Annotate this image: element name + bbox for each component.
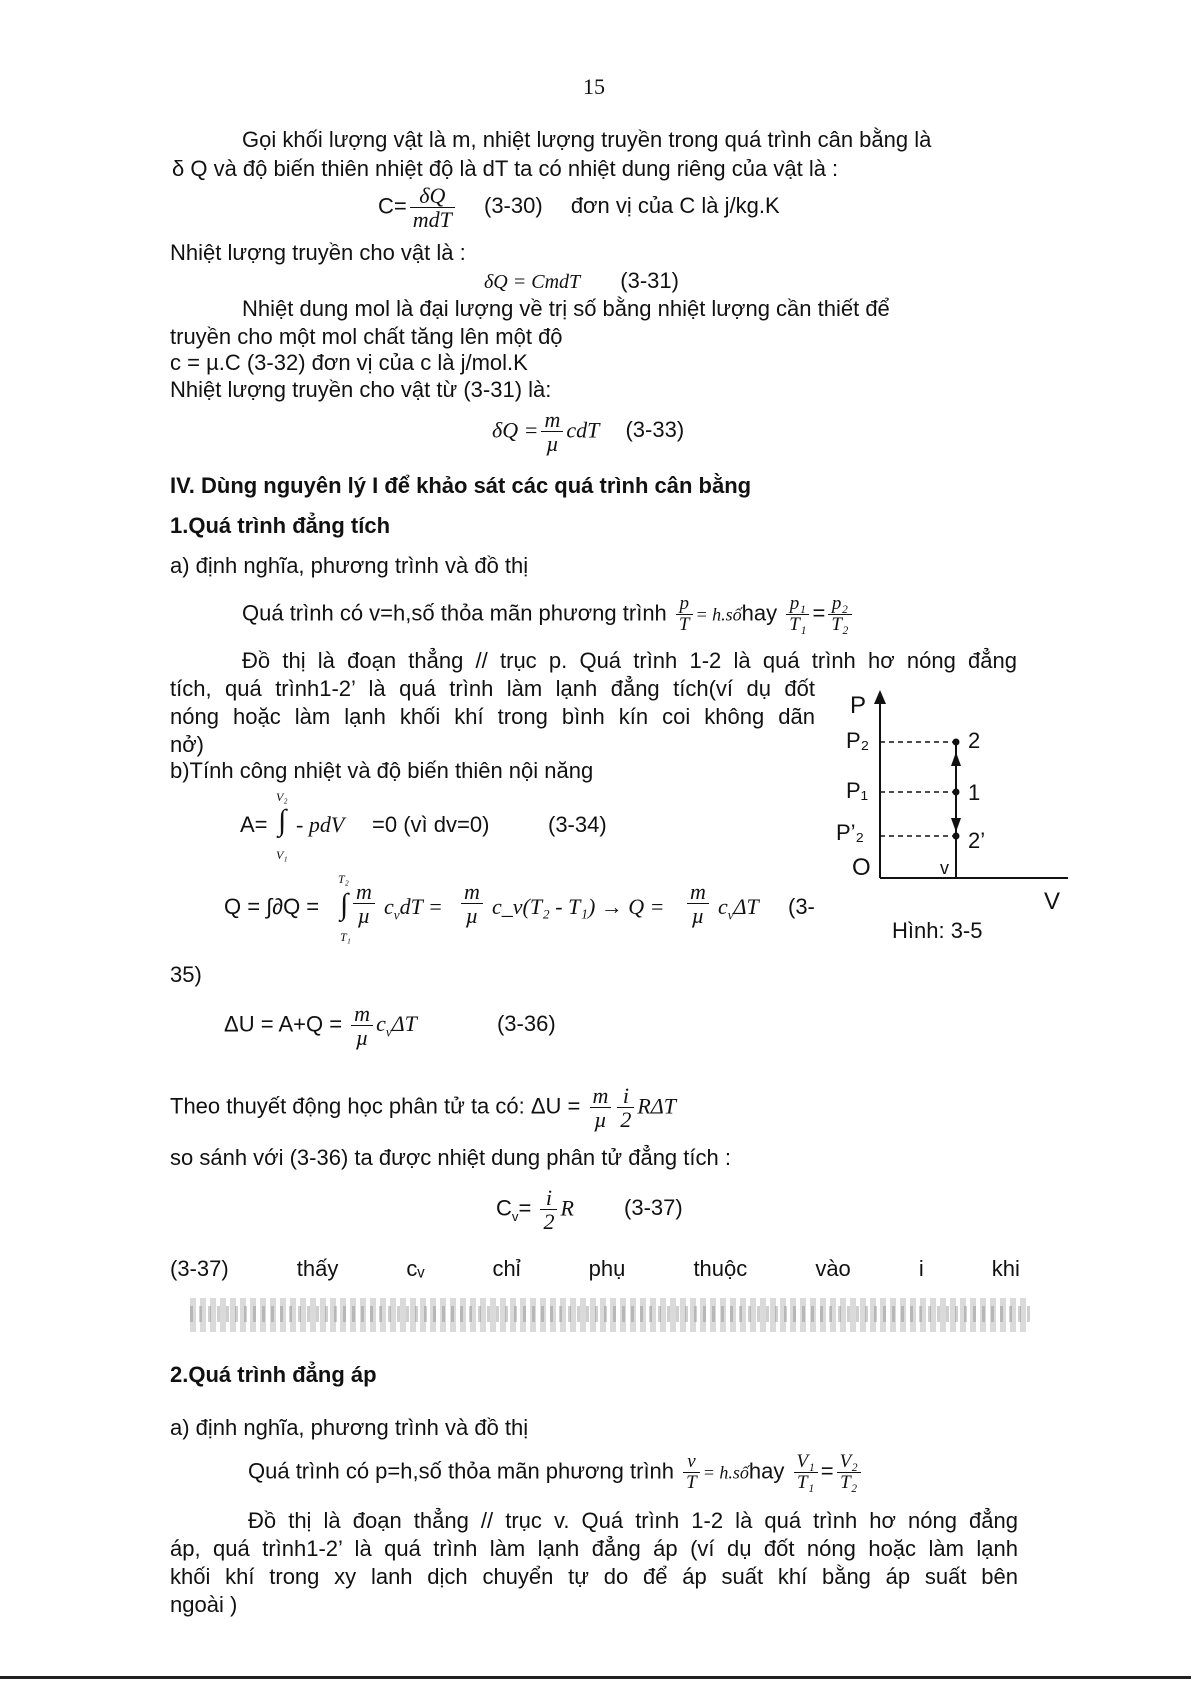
integral-lower-limit: T₁ <box>340 930 351 944</box>
point-2-prime-label: 2’ <box>968 828 986 853</box>
equation-tag: (3-34) <box>548 812 607 837</box>
equation-3-30 <box>378 184 780 231</box>
p1-label: P₁ <box>846 778 869 803</box>
fraction-denominator: T₂ <box>831 613 849 635</box>
fraction-numerator: m <box>541 408 563 432</box>
paragraph-line: nở) <box>170 732 204 757</box>
eq-mid: = h.số <box>702 1462 749 1483</box>
fraction: $\frac{i}{2}$ <box>540 1186 557 1233</box>
origin-label: O <box>852 854 871 881</box>
subsection-label: a) định nghĩa, phương trình và đồ thị <box>170 1415 529 1440</box>
integral-upper-limit: V₂ <box>276 790 288 804</box>
fraction: $\frac{i}{2}$ <box>617 1084 634 1131</box>
fraction <box>786 594 809 635</box>
isobaric-equation <box>248 1452 864 1493</box>
equation-tag: (3-37) <box>624 1195 683 1221</box>
equation-tag-wrap: 35) <box>170 962 202 987</box>
fraction: $\frac{\text{V₁}}{\text{T₁}}$ <box>794 1452 818 1493</box>
equation-3-32: c = µ.C (3-32) đơn vị của c là j/mol.K <box>170 350 528 375</box>
eq-hay: hay <box>748 1458 785 1484</box>
point-1-label: 1 <box>968 780 981 805</box>
paragraph-line: ngoài ) <box>170 1592 238 1617</box>
equation-tag: (3-31) <box>620 268 679 293</box>
subsection-heading: 2.Quá trình đẳng áp <box>170 1362 377 1387</box>
word: vào <box>815 1256 851 1281</box>
pv-diagram <box>830 688 1080 948</box>
word: thấy <box>296 1256 339 1281</box>
equation-tag: (3-36) <box>496 1011 556 1037</box>
paragraph-line: δ Q và độ biến thiên nhiệt độ là dT ta có nhiệt dung riêng của vật là : <box>172 156 839 181</box>
fraction-denominator: T₁ <box>789 613 807 635</box>
eq-rhs: $c_v\Delta T$ <box>718 894 759 923</box>
integrand: $c_vdT$ = <box>384 894 443 923</box>
v-axis-label: V <box>1044 888 1061 915</box>
p2-prime-label: P’₂ <box>836 820 865 845</box>
equation-tag: (3-30) <box>484 193 543 219</box>
justified-line <box>170 1256 1020 1282</box>
eq-text: Quá trình có p=h,số thỏa mãn phương trình <box>248 1458 675 1484</box>
kinetic-text: Theo thuyết động học phân tử ta có: ΔU = <box>170 1093 581 1119</box>
paragraph-line: khối khí trong xy lanh dịch chuyển tự do để áp suất khí bằng áp suất bên <box>170 1564 1018 1589</box>
subsection-heading: 1.Quá trình đẳng tích <box>170 513 391 538</box>
page-number: 15 <box>583 74 605 99</box>
eq-expr: δQ = CmdT <box>484 271 581 293</box>
paragraph-line: Nhiệt lượng truyền cho vật từ (3-31) là: <box>170 377 552 402</box>
point-1 <box>953 789 960 796</box>
equation-3-31 <box>484 268 679 294</box>
fraction-denominator: µ <box>546 431 559 457</box>
fraction-numerator: δQ <box>410 184 455 208</box>
eq-lhs: C <box>496 1195 512 1221</box>
eq-rest: =0 (vì dv=0) <box>372 812 490 837</box>
eq-mid: = h.số <box>695 604 742 625</box>
fraction-numerator: p₂ <box>828 594 851 615</box>
paragraph-line: Gọi khối lượng vật là m, nhiệt lượng truyền trong quá trình cân bằng là <box>242 127 932 152</box>
word: khi <box>991 1256 1020 1281</box>
fraction <box>676 594 693 635</box>
figure-caption: Hình: 3-5 <box>892 918 983 943</box>
eq-lhs: A= <box>240 812 268 837</box>
fraction: m µ <box>353 880 375 927</box>
integral-lower-limit: V₁ <box>276 848 288 862</box>
paragraph-line: Đồ thị là đoạn thẳng // trục v. Quá trình 1-2 là quá trình hơ nóng đẳng <box>248 1508 1018 1533</box>
eq-mid: c_v(T₂ - T₁) → Q = <box>492 894 665 919</box>
point-2-prime <box>953 833 960 840</box>
point-2 <box>953 739 960 746</box>
eq-lhs-sub: v <box>511 1208 519 1224</box>
unit-note: đơn vị của C là j/kg.K <box>570 193 780 219</box>
fraction <box>828 594 851 635</box>
eq-equals: = <box>812 600 826 626</box>
word: phụ <box>588 1256 626 1281</box>
fraction: $\frac{m}{\text{µ}}$ <box>590 1084 612 1131</box>
paragraph-line: tích, quá trình1-2’ là quá trình làm lạnh đẳng tích(ví dụ đốt <box>170 676 815 701</box>
pv-diagram-svg <box>830 688 1080 948</box>
page-bottom-rule <box>0 1676 1191 1679</box>
word: chỉ <box>492 1256 521 1281</box>
equation-tag: (3- <box>788 894 815 919</box>
paragraph-line: Nhiệt dung mol là đại lượng về trị số bằng nhiệt lượng cần thiết để <box>242 296 890 321</box>
equation-3-33 <box>492 408 684 455</box>
eq-lhs: Q = ∫∂Q = <box>224 894 320 919</box>
fraction: m µ <box>687 880 709 927</box>
eq-rhs: RΔT <box>637 1093 677 1119</box>
fraction-denominator: T <box>678 613 690 635</box>
eq-text: Quá trình có v=h,số thỏa mãn phương trình <box>242 600 667 626</box>
arrow-up-icon <box>951 752 961 766</box>
integral-upper-limit: T₂ <box>338 872 349 886</box>
paragraph-line: Nhiệt lượng truyền cho vật là : <box>170 240 466 265</box>
eq-lhs: ΔU = A+Q = <box>224 1011 343 1037</box>
eq-rhs: cdT <box>566 417 600 443</box>
isochoric-equation <box>242 594 855 635</box>
word: i <box>918 1256 924 1281</box>
fraction <box>541 408 563 455</box>
integral-sign: ∫ <box>278 804 287 837</box>
point-2-label: 2 <box>968 728 981 753</box>
fraction-numerator: p <box>676 594 693 615</box>
fraction <box>410 184 455 231</box>
eq-lhs: δQ = <box>492 417 539 443</box>
p-axis-label: P <box>850 692 867 719</box>
equation-tag: (3-33) <box>625 417 685 443</box>
eq-equals: = <box>518 1195 532 1221</box>
eq-rhs: $c_v\Delta T$ <box>376 1011 417 1040</box>
subsection-label: a) định nghĩa, phương trình và đồ thị <box>170 553 529 578</box>
paragraph-line: áp, quá trình1-2’ là quá trình làm lạnh đẳng áp (ví dụ đốt nóng hoặc làm lạnh <box>170 1536 1018 1561</box>
paragraph-line: truyền cho một mol chất tăng lên một độ <box>170 324 563 349</box>
p2-label: P₂ <box>846 728 870 753</box>
equation-3-35 <box>224 872 824 942</box>
fraction: $\frac{m}{\text{µ}}$ <box>351 1002 373 1049</box>
illegible-line-artifact <box>190 1306 1030 1322</box>
v-tick-label: v <box>940 858 949 878</box>
paragraph-line: nóng hoặc làm lạnh khối khí trong bình kín coi không dãn <box>170 704 815 729</box>
fraction-numerator: p₁ <box>786 594 809 615</box>
subsection-label: b)Tính công nhiệt và độ biến thiên nội năng <box>170 758 594 783</box>
integral-sign: ∫ <box>340 888 349 921</box>
fraction-denominator: mdT <box>412 207 452 233</box>
kinetic-theory-line <box>170 1084 676 1131</box>
paragraph-line: Đồ thị là đoạn thẳng // trục p. Quá trình 1-2 là quá trình hơ nóng đẳng <box>242 648 1017 673</box>
fraction: $\frac{\text{V₂}}{\text{T₂}}$ <box>837 1452 861 1493</box>
paragraph-line: so sánh với (3-36) ta được nhiệt dung phân tử đẳng tích : <box>170 1145 731 1170</box>
fraction: $\frac{v}{T}$ <box>683 1452 700 1493</box>
p-axis-arrowhead <box>874 690 886 704</box>
word: thuộc <box>693 1256 748 1281</box>
equation-3-37 <box>496 1186 683 1233</box>
section-heading: IV. Dùng nguyên lý I để khảo sát các quá trình cân bằng <box>170 473 752 498</box>
eq-hay: hay <box>741 600 778 626</box>
eq-rhs: R <box>560 1195 574 1221</box>
fraction: m µ <box>461 880 483 927</box>
word: cᵥ <box>406 1256 425 1281</box>
arrow-down-icon <box>951 818 961 832</box>
eq-lhs: C= <box>378 193 407 219</box>
equation-3-36 <box>224 1002 556 1049</box>
eq-equals: = <box>820 1458 834 1484</box>
integrand: - pdV <box>296 812 345 837</box>
word: (3-37) <box>170 1256 229 1281</box>
